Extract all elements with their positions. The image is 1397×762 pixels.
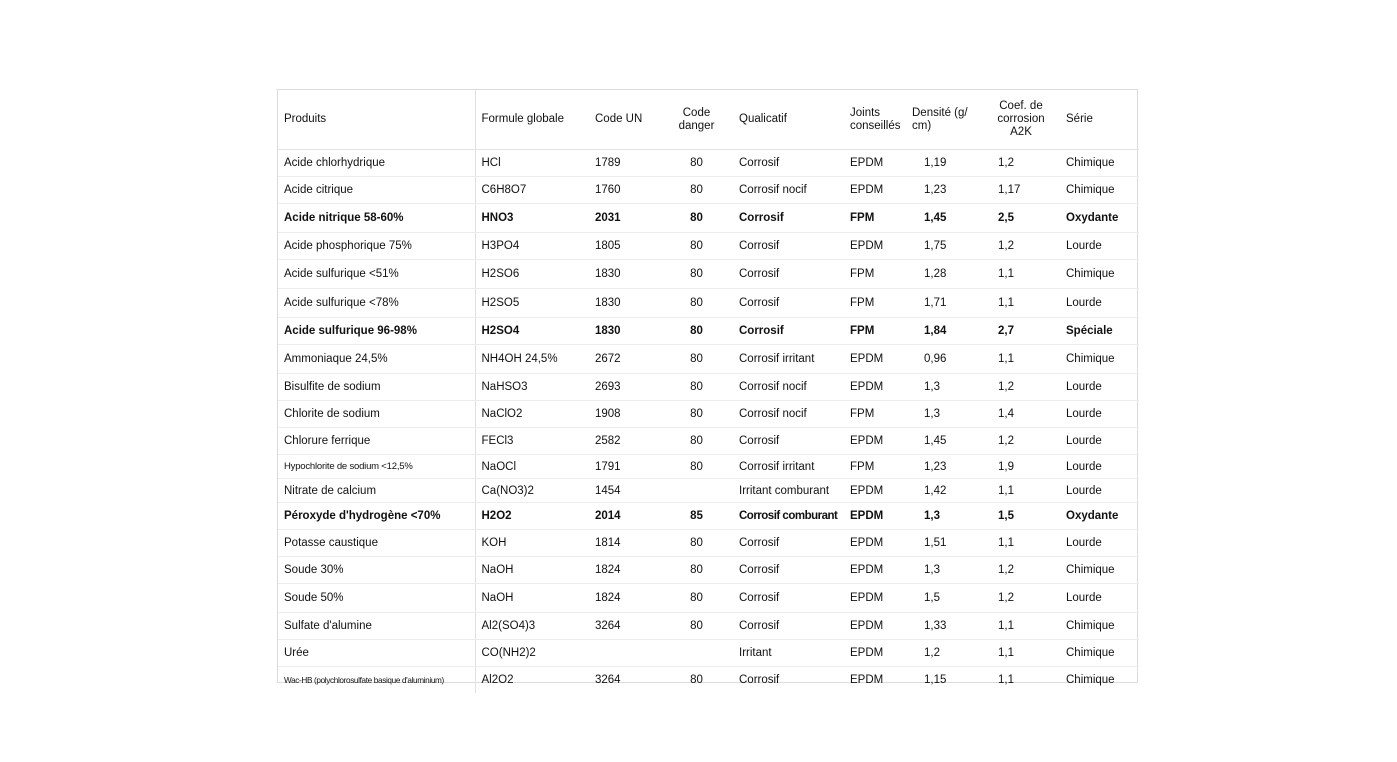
cell-code-danger: 80 xyxy=(660,177,733,204)
cell-formule: C6H8O7 xyxy=(475,177,589,204)
cell-serie: Oxydante xyxy=(1060,503,1139,530)
cell-densite: 1,51 xyxy=(906,530,982,557)
cell-code-un: 2582 xyxy=(589,428,660,455)
header-produits: Produits xyxy=(278,90,475,150)
cell-coef: 1,1 xyxy=(982,289,1060,318)
cell-coef: 1,2 xyxy=(982,428,1060,455)
cell-code-un: 1824 xyxy=(589,557,660,584)
header-qualicatif: Qualicatif xyxy=(733,90,844,150)
cell-coef: 1,1 xyxy=(982,345,1060,374)
cell-qualicatif: Corrosif xyxy=(733,204,844,233)
cell-code-danger: 80 xyxy=(660,530,733,557)
cell-formule: HCl xyxy=(475,150,589,177)
cell-coef: 1,1 xyxy=(982,260,1060,289)
cell-formule: NaClO2 xyxy=(475,401,589,428)
cell-qualicatif: Corrosif xyxy=(733,530,844,557)
cell-qualicatif: Corrosif xyxy=(733,233,844,260)
cell-serie: Lourde xyxy=(1060,584,1139,613)
cell-formule: Al2O2 xyxy=(481,674,514,686)
cell-joints: EPDM xyxy=(844,233,906,260)
cell-code-danger xyxy=(660,479,733,503)
table-row xyxy=(278,530,1139,557)
table-row xyxy=(278,613,1139,640)
cell-coef: 1,17 xyxy=(982,177,1060,204)
cell-code-un: 2014 xyxy=(589,503,660,530)
cell-produit: Chlorite de sodium xyxy=(278,401,475,428)
cell-formule: H2SO5 xyxy=(475,289,589,318)
cell-code-un: 2672 xyxy=(589,345,660,374)
table-row xyxy=(278,503,1139,530)
cell-densite: 1,5 xyxy=(906,584,982,613)
cell-qualicatif: Corrosif xyxy=(733,289,844,318)
cell-qualicatif: Irritant comburant xyxy=(733,479,844,503)
cell-joints: EPDM xyxy=(844,640,906,667)
cell-densite: 1,33 xyxy=(906,613,982,640)
cell-formule: H2SO6 xyxy=(475,260,589,289)
cell-serie: Chimique xyxy=(1066,674,1115,686)
table-row xyxy=(278,640,1139,667)
cell-code-danger: 80 xyxy=(660,584,733,613)
cell-code-un: 1824 xyxy=(589,584,660,613)
cell-serie: Lourde xyxy=(1060,401,1139,428)
cell-joints: EPDM xyxy=(844,150,906,177)
cell-formule: FECl3 xyxy=(475,428,589,455)
cell-densite: 1,45 xyxy=(906,428,982,455)
cell-qualicatif: Corrosif nocif xyxy=(733,177,844,204)
cell-serie: Lourde xyxy=(1060,374,1139,401)
table-row xyxy=(278,667,1139,694)
cell-formule: H2O2 xyxy=(475,503,589,530)
cell-qualicatif: Corrosif xyxy=(733,260,844,289)
cell-code-un: 1791 xyxy=(589,455,660,479)
cell-code-un: 1814 xyxy=(589,530,660,557)
cell-formule: KOH xyxy=(475,530,589,557)
cell-joints: EPDM xyxy=(844,584,906,613)
cell-serie: Chimique xyxy=(1060,177,1139,204)
cell-produit: Bisulfite de sodium xyxy=(278,374,475,401)
cell-code-danger: 80 xyxy=(660,557,733,584)
cell-code-danger: 85 xyxy=(660,503,733,530)
cell-formule: NaOH xyxy=(475,557,589,584)
cell-serie: Chimique xyxy=(1060,260,1139,289)
cell-densite: 1,23 xyxy=(906,177,982,204)
cell-code-danger: 80 xyxy=(660,318,733,345)
cell-formule: CO(NH2)2 xyxy=(475,640,589,667)
cell-densite: 1,75 xyxy=(906,233,982,260)
cell-code-danger: 80 xyxy=(660,289,733,318)
cell-joints: EPDM xyxy=(844,428,906,455)
table-row xyxy=(278,557,1139,584)
cell-serie: Lourde xyxy=(1060,289,1139,318)
cell-produit: Acide phosphorique 75% xyxy=(278,233,475,260)
cell-qualicatif: Corrosif irritant xyxy=(733,455,844,479)
cell-joints: EPDM xyxy=(844,613,906,640)
cell-produit: Péroxyde d'hydrogène <70% xyxy=(278,503,475,530)
cell-qualicatif: Corrosif xyxy=(739,674,780,686)
cell-serie: Lourde xyxy=(1060,428,1139,455)
cell-serie: Oxydante xyxy=(1060,204,1139,233)
cell-code-un: 3264 xyxy=(589,613,660,640)
chemical-compatibility-table xyxy=(278,90,1139,693)
cell-serie: Lourde xyxy=(1060,530,1139,557)
cell-produit: Acide sulfurique 96-98% xyxy=(278,318,475,345)
cell-serie: Chimique xyxy=(1060,557,1139,584)
header-joints-conseilles: Joints conseillés xyxy=(844,90,906,150)
cell-coef: 2,7 xyxy=(982,318,1060,345)
cell-produit: Soude 50% xyxy=(278,584,475,613)
table-row xyxy=(278,150,1139,177)
cell-qualicatif: Irritant xyxy=(733,640,844,667)
table-row xyxy=(278,177,1139,204)
cell-code-danger xyxy=(660,640,733,667)
table-row xyxy=(278,204,1139,233)
cell-joints: EPDM xyxy=(844,177,906,204)
cell-joints: EPDM xyxy=(844,557,906,584)
cell-code-danger: 80 xyxy=(660,150,733,177)
cell-coef: 1,1 xyxy=(998,674,1014,686)
cell-joints: EPDM xyxy=(850,674,884,686)
cell-joints: FPM xyxy=(844,204,906,233)
cell-code-un: 1908 xyxy=(589,401,660,428)
table-row xyxy=(278,233,1139,260)
cell-serie: Chimique xyxy=(1060,150,1139,177)
cell-joints: FPM xyxy=(844,401,906,428)
cell-joints: EPDM xyxy=(844,345,906,374)
cell-code-danger: 80 xyxy=(690,674,703,686)
cell-joints: EPDM xyxy=(844,374,906,401)
header-densite: Densité (g/ cm) xyxy=(906,90,982,150)
header-formule-globale: Formule globale xyxy=(475,90,589,150)
cell-code-danger: 80 xyxy=(660,455,733,479)
cell-serie: Spéciale xyxy=(1060,318,1139,345)
cell-produit: Acide sulfurique <78% xyxy=(278,289,475,318)
cell-densite: 1,2 xyxy=(906,640,982,667)
cell-coef: 1,1 xyxy=(982,640,1060,667)
table-row xyxy=(278,479,1139,503)
cell-qualicatif: Corrosif xyxy=(733,613,844,640)
cell-qualicatif: Corrosif irritant xyxy=(733,345,844,374)
cell-formule: NH4OH 24,5% xyxy=(475,345,589,374)
cell-joints: FPM xyxy=(844,318,906,345)
cell-qualicatif: Corrosif xyxy=(733,150,844,177)
cell-code-danger: 80 xyxy=(660,204,733,233)
cell-produit: Acide chlorhydrique xyxy=(278,150,475,177)
cell-coef: 1,2 xyxy=(982,584,1060,613)
cell-qualicatif: Corrosif comburant xyxy=(733,503,844,530)
table-row xyxy=(278,260,1139,289)
cell-produit: Potasse caustique xyxy=(278,530,475,557)
cell-qualicatif: Corrosif nocif xyxy=(733,374,844,401)
cell-densite: 1,3 xyxy=(906,503,982,530)
table-row xyxy=(278,455,1139,479)
cell-coef: 1,9 xyxy=(982,455,1060,479)
cell-serie: Chimique xyxy=(1060,345,1139,374)
cell-code-danger: 80 xyxy=(660,374,733,401)
cell-densite: 1,42 xyxy=(906,479,982,503)
table-row xyxy=(278,345,1139,374)
cell-densite: 1,3 xyxy=(906,374,982,401)
cell-serie: Lourde xyxy=(1060,233,1139,260)
cell-code-danger: 80 xyxy=(660,401,733,428)
cell-code-un: 3264 xyxy=(595,674,621,686)
cell-code-danger: 80 xyxy=(660,613,733,640)
table-row xyxy=(278,401,1139,428)
cell-coef: 1,4 xyxy=(982,401,1060,428)
cell-densite: 1,19 xyxy=(906,150,982,177)
cell-produit: Chlorure ferrique xyxy=(278,428,475,455)
cell-coef: 1,1 xyxy=(982,530,1060,557)
cell-qualicatif: Corrosif xyxy=(733,584,844,613)
cell-produit: Soude 30% xyxy=(278,557,475,584)
cell-formule: Ca(NO3)2 xyxy=(475,479,589,503)
cell-qualicatif: Corrosif nocif xyxy=(733,401,844,428)
chemical-table-container xyxy=(277,89,1138,686)
cell-code-un: 1805 xyxy=(589,233,660,260)
cell-densite: 0,96 xyxy=(906,345,982,374)
cell-formule: NaHSO3 xyxy=(475,374,589,401)
cell-joints: EPDM xyxy=(844,503,906,530)
cell-produit: Ammoniaque 24,5% xyxy=(278,345,475,374)
cell-formule: NaOH xyxy=(475,584,589,613)
cell-qualicatif: Corrosif xyxy=(733,557,844,584)
cell-code-danger: 80 xyxy=(660,428,733,455)
header-coef-corrosion: Coef. de corrosion A2K xyxy=(982,90,1060,150)
cell-code-danger: 80 xyxy=(660,345,733,374)
header-code-danger: Code danger xyxy=(660,90,733,150)
cell-serie: Chimique xyxy=(1060,640,1139,667)
cell-joints: FPM xyxy=(844,455,906,479)
cell-densite: 1,28 xyxy=(906,260,982,289)
cell-densite: 1,71 xyxy=(906,289,982,318)
cell-serie: Lourde xyxy=(1060,479,1139,503)
cell-formule: Al2(SO4)3 xyxy=(475,613,589,640)
table-header-row xyxy=(278,90,1139,150)
cell-code-un: 1830 xyxy=(589,289,660,318)
table-row xyxy=(278,318,1139,345)
cell-densite: 1,84 xyxy=(906,318,982,345)
header-serie: Série xyxy=(1060,90,1139,150)
cell-coef: 1,2 xyxy=(982,557,1060,584)
cell-formule: NaOCl xyxy=(475,455,589,479)
cell-code-danger: 80 xyxy=(660,233,733,260)
cell-coef: 1,2 xyxy=(982,150,1060,177)
cell-code-un: 1789 xyxy=(589,150,660,177)
cell-code-danger: 80 xyxy=(660,260,733,289)
cell-coef: 1,5 xyxy=(982,503,1060,530)
cell-formule: H3PO4 xyxy=(475,233,589,260)
cell-produit: Wac-HB (polychlorosulfate basique d'aluminium) xyxy=(278,667,475,694)
cell-joints: EPDM xyxy=(844,479,906,503)
cell-produit: Acide citrique xyxy=(278,177,475,204)
cell-coef: 1,2 xyxy=(982,374,1060,401)
header-code-un: Code UN xyxy=(589,90,660,150)
cell-code-un: 1760 xyxy=(589,177,660,204)
cell-produit: Sulfate d'alumine xyxy=(278,613,475,640)
table-row xyxy=(278,374,1139,401)
cell-coef: 2,5 xyxy=(982,204,1060,233)
cell-coef: 1,1 xyxy=(982,613,1060,640)
cell-produit: Hypochlorite de sodium <12,5% xyxy=(278,455,475,479)
cell-code-un xyxy=(589,640,660,667)
cell-serie: Lourde xyxy=(1060,455,1139,479)
cell-code-un: 2031 xyxy=(589,204,660,233)
table-row xyxy=(278,584,1139,613)
cell-code-un: 1830 xyxy=(589,318,660,345)
cell-formule: HNO3 xyxy=(475,204,589,233)
cell-serie: Chimique xyxy=(1060,613,1139,640)
cell-joints: EPDM xyxy=(844,530,906,557)
cell-formule: H2SO4 xyxy=(475,318,589,345)
cell-qualicatif: Corrosif xyxy=(733,318,844,345)
cell-coef: 1,1 xyxy=(982,479,1060,503)
cell-densite: 1,23 xyxy=(906,455,982,479)
cell-joints: FPM xyxy=(844,260,906,289)
cell-code-un: 1830 xyxy=(589,260,660,289)
cell-produit: Acide nitrique 58-60% xyxy=(278,204,475,233)
cell-coef: 1,2 xyxy=(982,233,1060,260)
cell-joints: FPM xyxy=(844,289,906,318)
table-row xyxy=(278,289,1139,318)
cell-qualicatif: Corrosif xyxy=(733,428,844,455)
cell-produit: Urée xyxy=(278,640,475,667)
cell-code-un: 1454 xyxy=(589,479,660,503)
cell-densite: 1,3 xyxy=(906,401,982,428)
cell-produit: Nitrate de calcium xyxy=(278,479,475,503)
cell-code-un: 2693 xyxy=(589,374,660,401)
cell-densite: 1,3 xyxy=(906,557,982,584)
cell-densite: 1,15 xyxy=(924,674,947,686)
table-row xyxy=(278,428,1139,455)
cell-densite: 1,45 xyxy=(906,204,982,233)
cell-produit: Acide sulfurique <51% xyxy=(278,260,475,289)
